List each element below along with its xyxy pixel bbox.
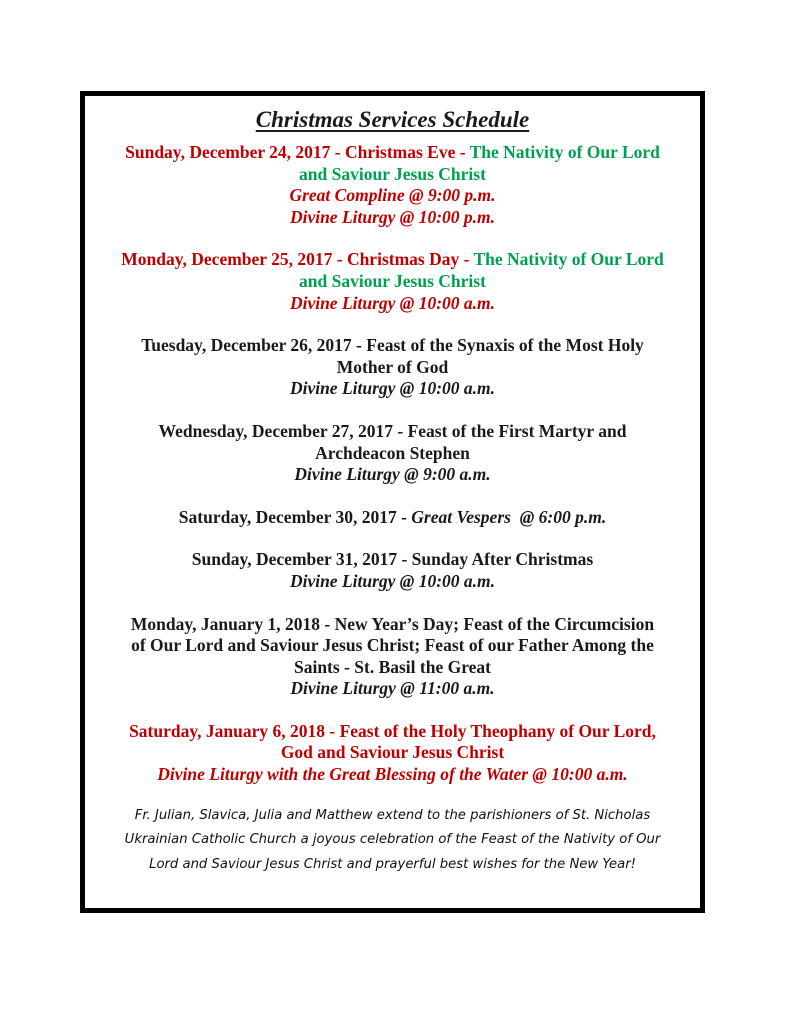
service-time: Divine Liturgy @ 10:00 p.m.	[289, 206, 496, 227]
service-time: Divine Liturgy @ 11:00 a.m.	[290, 678, 495, 699]
service-time: Divine Liturgy @ 10:00 a.m.	[289, 292, 496, 313]
service-date: Sunday, December 24, 2017 - Christmas Eve -	[125, 142, 470, 162]
service-heading-line	[93, 249, 692, 271]
service-great-vespers	[85, 507, 700, 529]
service-heading: God and Saviour Jesus Christ	[280, 742, 505, 763]
service-time: Divine Liturgy with the Great Blessing of the Water @ 10:00 a.m.	[157, 764, 628, 785]
service-time: Great Vespers @ 6:00 p.m.	[411, 506, 607, 527]
service-christmas-day	[85, 249, 700, 314]
service-heading: Monday, January 1, 2018 - New Year’s Day; Feast of the Circumcision	[130, 613, 655, 634]
service-theophany	[85, 721, 700, 786]
service-time: Divine Liturgy @ 10:00 a.m.	[289, 378, 496, 399]
service-sunday-after-christmas	[85, 549, 700, 592]
service-heading: Saints - St. Basil the Great	[293, 656, 492, 677]
schedule-content	[85, 96, 700, 877]
service-heading: Tuesday, December 26, 2017 - Feast of the Synaxis of the Most Holy	[141, 335, 644, 356]
closing-line: Lord and Saviour Jesus Christ and prayerful best wishes for the New Year!	[149, 856, 636, 872]
service-heading: Wednesday, December 27, 2017 - Feast of the First Martyr and	[158, 420, 627, 441]
feast-name-continued: and Saviour Jesus Christ	[299, 163, 486, 184]
closing-line: Fr. Julian, Slavica, Julia and Matthew extend to the parishioners of St. Nicholas	[134, 807, 651, 823]
service-time: Divine Liturgy @ 10:00 a.m.	[289, 570, 496, 591]
service-date: Saturday, December 30, 2017 -	[178, 506, 412, 527]
service-heading-line	[93, 507, 692, 529]
closing-message	[85, 804, 700, 878]
page-title: Christmas Services Schedule	[255, 107, 530, 132]
service-heading: Mother of God	[336, 356, 449, 377]
service-heading-line	[93, 142, 692, 164]
service-time: Divine Liturgy @ 9:00 a.m.	[294, 464, 491, 485]
schedule-frame	[80, 91, 705, 913]
service-christmas-eve	[85, 142, 700, 228]
service-new-years-day	[85, 614, 700, 700]
feast-name-continued: and Saviour Jesus Christ	[299, 270, 486, 291]
service-date: Monday, December 25, 2017 - Christmas Day -	[121, 249, 474, 270]
feast-name: The Nativity of Our Lord	[469, 142, 660, 162]
service-heading: of Our Lord and Saviour Jesus Christ; Feast of our Father Among the	[131, 635, 654, 656]
feast-name: The Nativity of Our Lord	[473, 249, 664, 270]
service-synaxis	[85, 335, 700, 400]
service-st-stephen	[85, 421, 700, 486]
service-heading: Sunday, December 31, 2017 - Sunday After Christmas	[191, 549, 594, 570]
service-time: Great Compline @ 9:00 p.m.	[289, 185, 496, 206]
service-heading: Archdeacon Stephen	[315, 442, 470, 463]
closing-line: Ukrainian Catholic Church a joyous celebration of the Feast of the Nativity of Our	[124, 832, 661, 848]
service-heading: Saturday, January 6, 2018 - Feast of the Holy Theophany of Our Lord,	[129, 720, 656, 741]
